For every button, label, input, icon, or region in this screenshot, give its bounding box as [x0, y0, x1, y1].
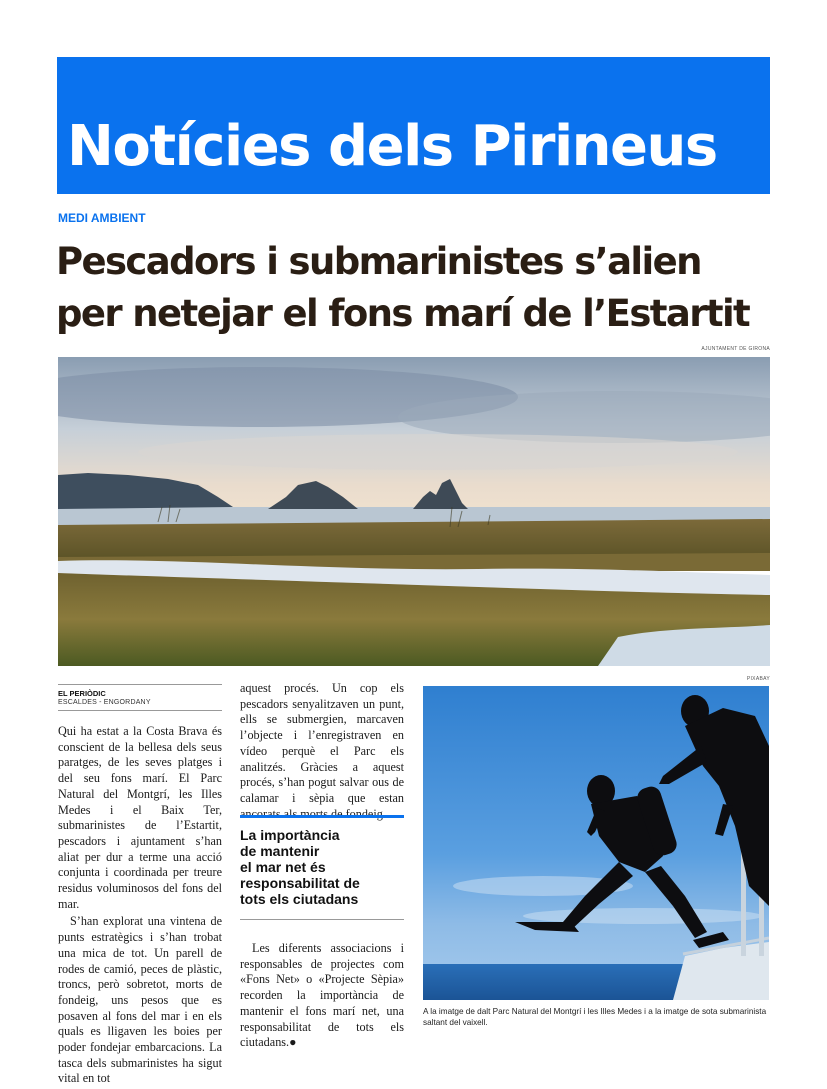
diver-photo-image — [423, 686, 769, 1000]
byline — [58, 684, 222, 711]
article-column-2-top — [240, 681, 404, 822]
landscape-photo-image — [58, 357, 770, 666]
byline-name: EL PERIÒDIC — [58, 689, 106, 698]
diver-photo — [423, 686, 769, 1000]
byline-place: ESCALDES - ENGORDANY — [58, 699, 151, 706]
section-label: MEDI AMBIENT — [58, 211, 146, 225]
body-paragraph-1: Qui ha estat a la Costa Brava és conscient de la bellesa dels seus paratges, de les seves platges i del seu fons marí. El Parc Natural del Montgrí, les Illes Medes i el Baix Ter, submarinistes de l’Estartit, pescadors i ajuntament s’han aliat per dur a terme una acció conjunta i coordinada per treure residus voluminosos del fons del mar. — [58, 724, 222, 911]
body-paragraph-4: Les diferents associacions i responsables de projectes com «Fons Net» o «Projecte Sèpia» recorden la importància de mantenir el fons marí net, una responsabilitat de tots els ciutadans.● — [240, 941, 404, 1050]
pull-quote-line-5: tots els ciutadans — [240, 891, 359, 907]
pull-quote — [240, 815, 404, 920]
body-paragraph-2: S’han explorat una vintena de punts estratègics i s’han trobat una mica de tot. Un parell de rodes de camió, peces de plàstic, troncs, però sobretot, morts de fondeig, uns pesos que es posaven al fons del mar i en els quals es lligaven les boies per poder fondejar embarcacions. La tasca dels submarinistes ha sigut vital en tot — [58, 914, 222, 1086]
headline-line-1: Pescadors i submarinistes s’alien — [56, 240, 701, 283]
masthead-title: Notícies dels Pirineus — [67, 114, 717, 179]
photo-caption: A la imatge de dalt Parc Natural del Montgrí i les Illes Medes i a la imatge de sota submarinista saltant del vaixell. — [423, 1007, 767, 1027]
landscape-photo — [58, 357, 770, 666]
article-headline — [56, 236, 796, 340]
headline-line-2: per netejar el fons marí de l’Estartit — [56, 292, 750, 335]
pull-quote-line-1: La importància — [240, 827, 340, 843]
pull-quote-line-3: el mar net és — [240, 859, 326, 875]
main-photo-credit: AJUNTAMENT DE GIRONA — [701, 346, 770, 352]
pull-quote-line-4: responsabilitat de — [240, 875, 360, 891]
pull-quote-line-2: de mantenir — [240, 843, 320, 859]
masthead-banner — [57, 57, 770, 194]
article-column-2-bottom — [240, 941, 404, 1051]
article-column-1 — [58, 724, 222, 1087]
body-paragraph-3: aquest procés. Un cop els pescadors senyalitzaven un punt, ells se submergien, marcaven l’objecte i l’enregistraven en vídeo perquè el Parc els analitzés. Gràcies a aquest procés, s’han pogut salvar ous de calamar i sèpia que estan ancorats als morts de fondeig. — [240, 681, 404, 821]
side-photo-credit: PIXABAY — [746, 676, 770, 682]
